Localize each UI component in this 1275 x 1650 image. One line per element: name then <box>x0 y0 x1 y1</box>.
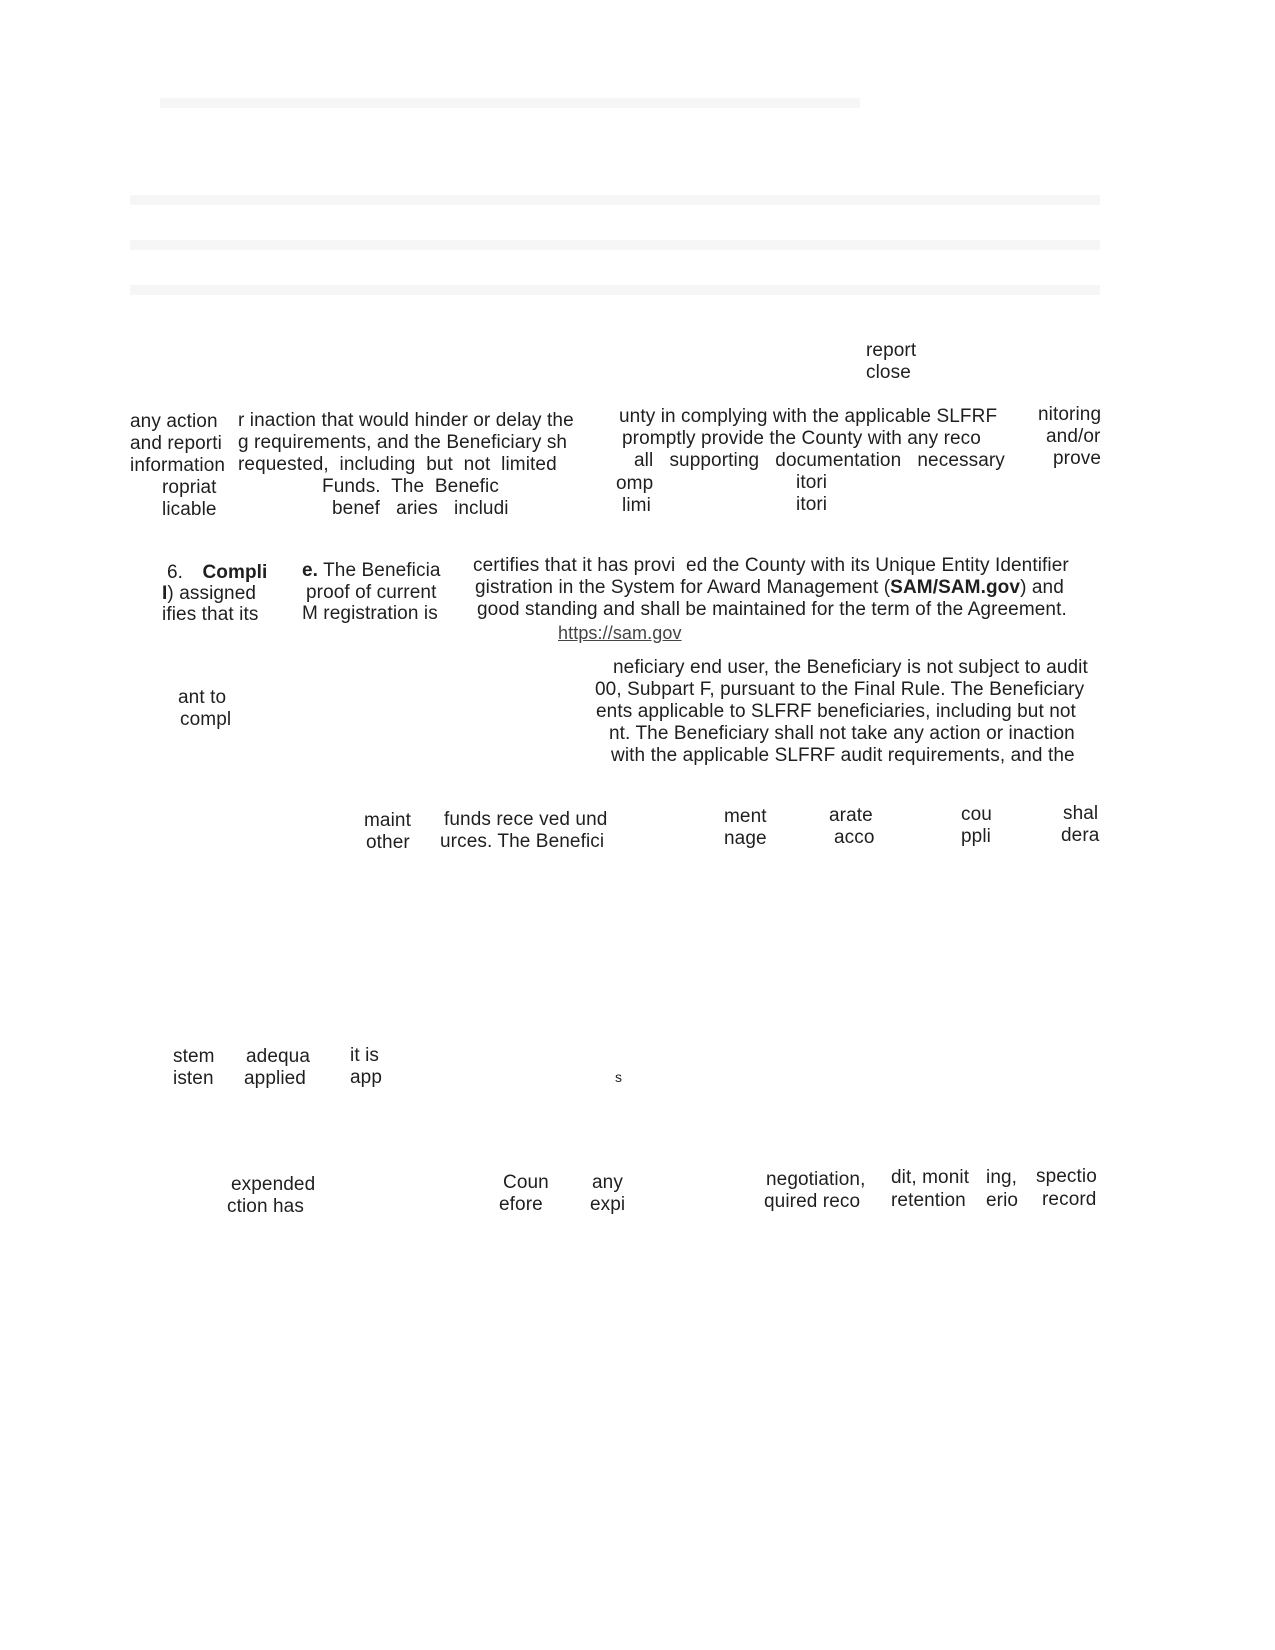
faded-line <box>130 285 1100 295</box>
text-fragment: omp <box>616 473 654 494</box>
text-fragment: ant to <box>178 687 227 708</box>
text-fragment: unty in complying with the applicable SLFRF <box>619 406 998 427</box>
text-fragment: promptly provide the County with any reco <box>622 428 981 449</box>
text-fragment: any action <box>130 411 218 432</box>
text-fragment: M registration is <box>302 603 438 624</box>
text-fragment: arate <box>829 805 873 826</box>
text-fragment: proof of current <box>306 582 437 603</box>
text-fragment: applied <box>244 1068 306 1089</box>
text-fragment <box>302 560 441 582</box>
text-fragment: maint <box>364 810 411 831</box>
text-fragment: and/or <box>1046 426 1101 447</box>
text-fragment: itori <box>796 494 828 515</box>
text-fragment: prove <box>1053 448 1102 469</box>
text-fragment: funds rece ved und <box>444 809 608 830</box>
section-number <box>167 562 267 584</box>
text-fragment: gistration in the System for Award Management ( <box>475 577 891 598</box>
text-fragment: g requirements, and the Beneficiary sh <box>238 432 568 453</box>
text-fragment: retention <box>891 1190 966 1211</box>
section-heading: Compli <box>202 562 268 583</box>
text-fragment: ) assigned <box>167 583 257 604</box>
section-number-text: 6. <box>167 562 184 583</box>
text-fragment: any <box>592 1172 623 1193</box>
text-fragment: adequa <box>246 1046 311 1067</box>
bold-fragment: e. <box>302 560 319 581</box>
text-fragment: it is <box>350 1045 379 1066</box>
text-fragment: negotiation, <box>766 1169 866 1190</box>
text-fragment: erio <box>986 1190 1019 1211</box>
text-fragment: efore <box>499 1194 543 1215</box>
text-fragment: benef aries includi <box>332 498 509 519</box>
text-fragment: expended <box>231 1174 316 1195</box>
text-fragment: cou <box>961 804 992 825</box>
text-fragment: dit, monit <box>891 1167 970 1188</box>
stray-mark: s <box>615 1069 623 1085</box>
text-fragment: urces. The Benefici <box>440 831 605 852</box>
text-fragment: close <box>866 362 911 383</box>
text-fragment: requested, including but not limited <box>238 454 557 475</box>
text-fragment: other <box>366 832 410 853</box>
text-fragment: isten <box>173 1068 214 1089</box>
text-fragment: dera <box>1061 825 1100 846</box>
bold-fragment: SAM/SAM.gov <box>890 577 1021 598</box>
text-fragment: acco <box>834 827 875 848</box>
text-fragment: ment <box>724 806 767 827</box>
text-fragment <box>162 583 256 605</box>
sam-gov-link[interactable]: https://sam.gov <box>558 623 682 643</box>
text-fragment: ifies that its <box>162 604 259 625</box>
text-fragment: Coun <box>503 1172 549 1193</box>
text-fragment: nage <box>724 828 767 849</box>
text-fragment: certifies that it has provi ed the County with its Unique Entity Identifier <box>473 555 1069 576</box>
text-fragment: The Beneficia <box>318 560 441 581</box>
text-fragment: 00, Subpart F, pursuant to the Final Rule. The Beneficiary <box>595 679 1085 700</box>
bold-fragment: I <box>162 583 168 604</box>
text-fragment: expi <box>590 1194 626 1215</box>
text-fragment: ) and <box>1020 577 1064 598</box>
text-fragment: nt. The Beneficiary shall not take any action or inaction <box>609 723 1075 744</box>
text-fragment: record <box>1042 1189 1097 1210</box>
text-fragment: r inaction that would hinder or delay the <box>238 410 574 431</box>
text-fragment: nitoring <box>1038 404 1102 425</box>
text-fragment: ppli <box>961 826 991 847</box>
text-fragment: itori <box>796 472 828 493</box>
text-fragment: ents applicable to SLFRF beneficiaries, including but not <box>596 701 1076 722</box>
text-fragment: good standing and shall be maintained for the term of the Agreement. <box>477 599 1067 620</box>
text-fragment: spectio <box>1036 1166 1097 1187</box>
text-fragment: quired reco <box>764 1191 861 1212</box>
text-fragment: limi <box>622 495 651 516</box>
text-fragment: shal <box>1063 803 1099 824</box>
text-fragment: report <box>866 340 917 361</box>
faded-line <box>130 240 1100 250</box>
text-fragment: compl <box>180 709 232 730</box>
text-fragment: Funds. The Benefic <box>322 476 499 497</box>
text-fragment: licable <box>162 499 217 520</box>
text-fragment: with the applicable SLFRF audit requirements, and the <box>611 745 1075 766</box>
text-fragment: ropriat <box>162 477 217 498</box>
text-fragment: stem <box>173 1046 215 1067</box>
text-fragment: all supporting documentation necessary <box>634 450 1005 471</box>
faded-line <box>130 195 1100 205</box>
faded-line <box>160 98 860 108</box>
text-fragment: ction has <box>227 1196 304 1217</box>
text-fragment: neficiary end user, the Beneficiary is not subject to audit <box>613 657 1088 678</box>
text-fragment <box>475 577 1064 599</box>
text-fragment: information <box>130 455 226 476</box>
text-fragment: ing, <box>986 1167 1018 1188</box>
text-fragment: and reporti <box>130 433 222 454</box>
text-fragment: app <box>350 1067 383 1088</box>
